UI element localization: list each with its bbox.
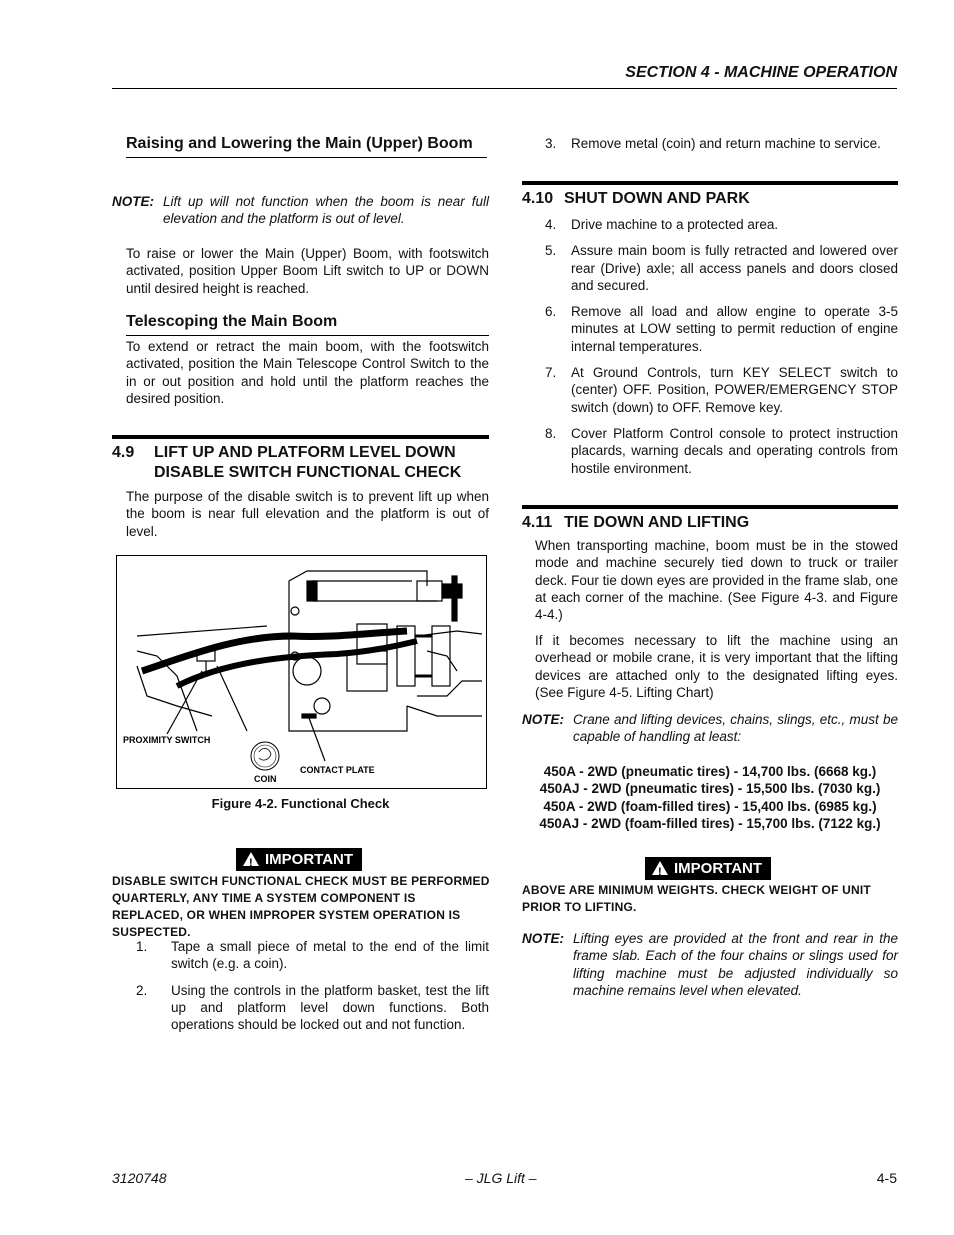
figure-caption: Figure 4-2. Functional Check [211,796,390,811]
step-number: 5. [545,243,557,259]
step-text: Assure main boom is fully retracted and lowered over rear (Drive) axle; all access panels and doors closed and secured. [571,243,898,293]
raise-paragraph: To raise or lower the Main (Upper) Boom, with footswitch activated, position Upper Boom Lift switch to UP or DOWN until desired height is reached. [126,246,489,296]
header-rule [112,88,897,89]
note-label: NOTE: [522,712,564,727]
weights-list [522,763,898,832]
step-text: Using the controls in the platform basket, test the lift up and platform level down functions. Both operations should be locked out and not function. [171,982,489,1033]
warning-icon: ! [243,852,259,866]
note-text: Lifting eyes are provided at the front and rear in the frame slab. Each of the four chains or slings used for lifting machine must be adjusted individually so machine remains level when elevated. [573,931,898,998]
step-text: Cover Platform Control console to protect instruction placards, warning decals and operating controls from hostile environment. [571,425,898,476]
note-text: Lift up will not function when the boom is near full elevation and the platform is out of level. [163,194,489,227]
weight-line: 450AJ - 2WD (foam-filled tires) - 15,700 lbs. (7122 kg.) [539,815,881,831]
important-badge-right [645,857,771,880]
weight-line: 450AJ - 2WD (pneumatic tires) - 15,500 lbs. (7030 kg.) [539,781,881,797]
step-text: At Ground Controls, turn KEY SELECT switch to (center) OFF. Position, POWER/EMERGENCY STOP switch (down) to OFF. Remove key. [571,365,898,415]
important-text-right: ABOVE ARE MINIMUM WEIGHTS. CHECK WEIGHT OF UNIT PRIOR TO LIFTING. [522,883,871,914]
park-steps-list [545,216,898,477]
tele-paragraph: To extend or retract the main boom, with the footswitch activated, position the Main Telescope Control Switch to the in or out position and hold until the platform reaches the desired position. [126,339,489,406]
section-title: SHUT DOWN AND PARK [564,190,750,207]
list-item [545,303,898,355]
list-item [545,364,898,416]
tele-heading: Telescoping the Main Boom [126,311,489,336]
list-item [136,982,489,1034]
footer-doc-number: 3120748 [112,1170,167,1186]
step-text: Drive machine to a protected area. [571,217,779,232]
raise-heading-block [126,133,487,158]
functional-check-illustration [117,556,486,788]
raise-heading: Raising and Lowering the Main (Upper) Boom [126,133,487,158]
note-label: NOTE: [522,931,564,946]
section-number: 4.9 [112,444,135,461]
section-4-9-paragraph: The purpose of the disable switch is to prevent lift up when the boom is near full elevation and the platform is out of level. [126,489,489,539]
tie-paragraph-2: If it becomes necessary to lift the machine using an overhead or mobile crane, it is very important that the lifting devices are attached only to the designated lifting eyes. (See Figure 4-5. Lifting Chart) [535,633,898,700]
step-number: 6. [545,304,557,320]
section-number: 4.10 [522,190,554,207]
step-number: 1. [136,939,148,954]
list-item [545,425,898,477]
proximity-switch-label: PROXIMITY SWITCH [123,735,211,745]
list-item [545,135,898,152]
tele-heading-block [126,311,489,336]
step-number: 3. [545,136,557,151]
section-4-10-heading [522,181,898,209]
section-header-title: SECTION 4 - MACHINE OPERATION [625,64,897,81]
footer-center: – JLG Lift – [465,1170,537,1186]
list-item [136,938,489,973]
footer-page-number: 4-5 [876,1170,897,1186]
section-title: LIFT UP AND PLATFORM LEVEL DOWN DISABLE SWITCH FUNCTIONAL CHECK [154,444,462,481]
step-number: 8. [545,425,557,441]
check-steps-list [136,938,489,1033]
step-text: Tape a small piece of metal to the end of the limit switch (e.g. a coin). [171,939,489,972]
note-text: Crane and lifting devices, chains, slings, etc., must be capable of handling at least: [573,712,898,745]
tie-paragraph-1: When transporting machine, boom must be in the stowed mode and machine securely tied down to truck or trailer deck. Four tie down eyes are provided in the frame slab, one at each corner of the machine. (See Figure 4-3. and Figure 4-4.) [535,538,898,623]
step-number: 2. [136,982,148,998]
functional-check-figure [116,555,487,789]
coin-label: COIN [254,774,277,784]
warning-icon: ! [652,861,668,875]
step-number: 7. [545,365,557,381]
raise-note [112,193,489,228]
lifting-note [522,711,898,746]
weight-line: 450A - 2WD (pneumatic tires) - 14,700 lbs. (6668 kg.) [543,764,877,779]
section-number: 4.11 [522,514,553,531]
step-text: Remove metal (coin) and return machine to service. [571,136,881,151]
note-label: NOTE: [112,194,154,209]
contact-plate-label: CONTACT PLATE [300,765,375,775]
lifting-eyes-note [522,930,898,999]
section-4-9-heading [112,435,489,483]
list-item [545,242,898,294]
list-item [545,216,898,233]
step-text: Remove all load and allow engine to operate 3-5 minutes at LOW setting to permit reduction of engine internal temperatures. [571,304,898,354]
step-number: 4. [545,217,557,232]
weight-line: 450A - 2WD (foam-filled tires) - 15,400 lbs. (6985 kg.) [543,798,877,814]
step-3 [545,135,898,152]
important-badge-left [236,848,362,871]
important-text-left: DISABLE SWITCH FUNCTIONAL CHECK MUST BE PERFORMED QUARTERLY, ANY TIME A SYSTEM COMPONENT IS REPLACED, OR WHEN IMPROPER SYSTEM OPERATION IS SUSPECTED. [112,874,490,939]
section-4-11-heading [522,505,898,533]
important-label: IMPORTANT [674,860,763,877]
section-title: TIE DOWN AND LIFTING [564,514,750,531]
important-label: IMPORTANT [265,851,354,868]
